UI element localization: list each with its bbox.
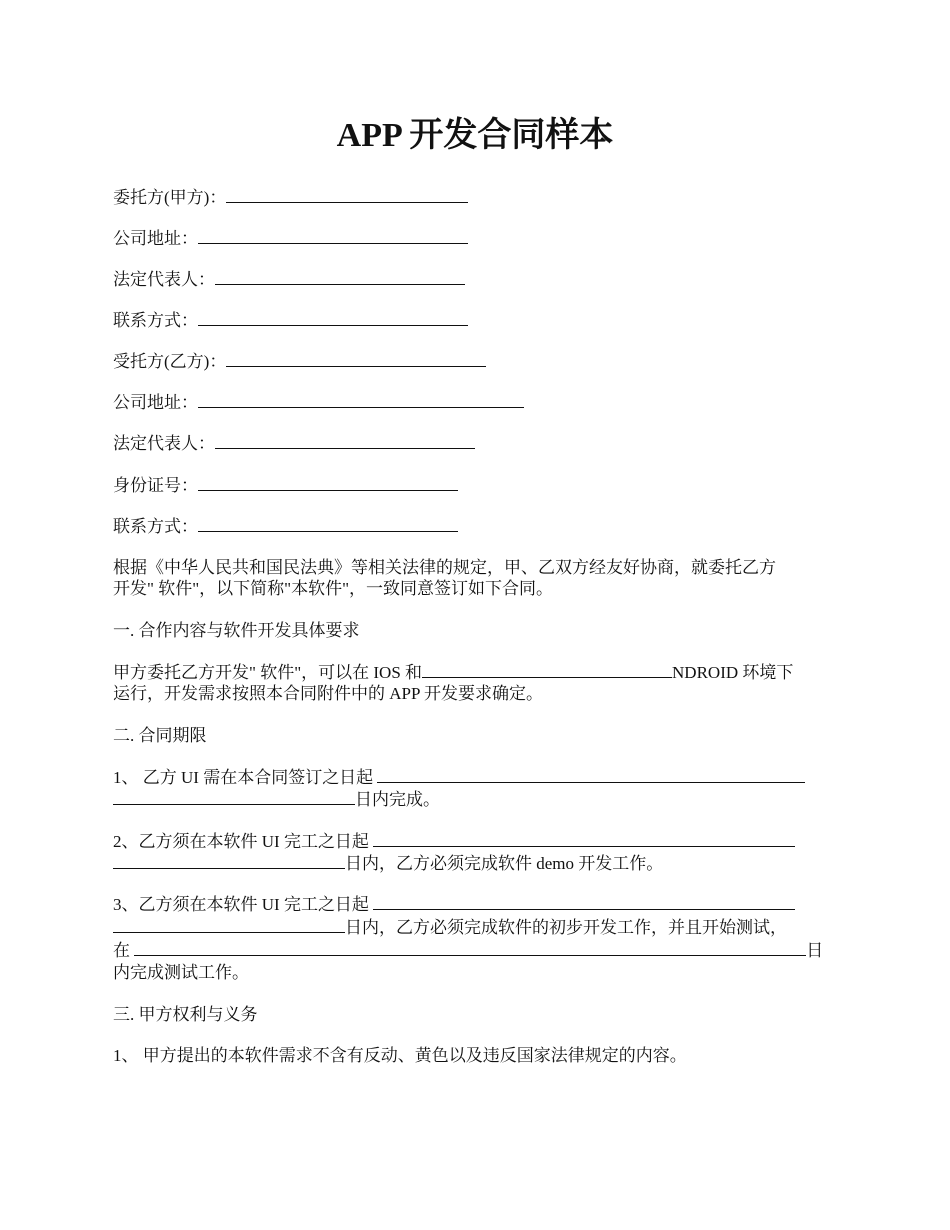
section-3-heading: 三. 甲方权利与义务 xyxy=(113,1005,258,1024)
term-item-2-blank-b[interactable] xyxy=(113,851,345,869)
term-item-1-blank-b[interactable] xyxy=(113,787,355,805)
term-item-3-blank-c[interactable] xyxy=(134,938,806,956)
client-address-blank[interactable] xyxy=(198,226,468,244)
term-item-3-text: 3、乙方须在本软件 UI 完工之日起 xyxy=(113,895,369,914)
contractor-rep-label: 法定代表人： xyxy=(113,434,215,453)
term-item-2-line-1 xyxy=(113,829,838,853)
client-contact-row xyxy=(113,308,838,332)
intro-line-1: 根据《中华人民共和国民法典》等相关法律的规定，甲、乙双方经友好协商，就委托乙方 xyxy=(113,558,776,577)
client-party-blank[interactable] xyxy=(226,185,468,203)
term-item-2-line-2 xyxy=(113,851,838,875)
contractor-party-label: 受托方(乙方)： xyxy=(113,352,227,371)
contractor-rep-blank[interactable] xyxy=(215,431,475,449)
platform-blank[interactable] xyxy=(422,660,672,678)
contractor-contact-row xyxy=(113,514,838,538)
client-party-label: 委托方(甲方)： xyxy=(113,188,227,207)
contractor-address-label: 公司地址： xyxy=(113,393,198,412)
section-1-text-b: NDROID 环境下 xyxy=(672,663,794,682)
term-item-2-blank-a[interactable] xyxy=(373,829,795,847)
term-item-1-blank-a[interactable] xyxy=(377,765,805,783)
client-contact-blank[interactable] xyxy=(198,308,468,326)
duty-item-1: 1、 甲方提出的本软件需求不含有反动、黄色以及违反国家法律规定的内容。 xyxy=(113,1046,687,1065)
section-1-heading: 一. 合作内容与软件开发具体要求 xyxy=(113,621,360,640)
client-rep-blank[interactable] xyxy=(215,267,465,285)
term-item-1-tail: 日内完成。 xyxy=(355,790,440,809)
document-title: APP 开发合同样本 xyxy=(336,117,614,154)
section-1-line-1 xyxy=(113,660,838,684)
client-rep-label: 法定代表人： xyxy=(113,270,215,289)
term-item-1-line-1 xyxy=(113,765,838,789)
term-item-3-blank-b[interactable] xyxy=(113,915,345,933)
contractor-party-blank[interactable] xyxy=(226,349,486,367)
term-item-3-tail: 日内，乙方必须完成软件的初步开发工作，并且开始测试， xyxy=(345,918,787,937)
term-item-1-text: 1、 乙方 UI 需在本合同签订之日起 xyxy=(113,768,374,787)
contractor-address-blank[interactable] xyxy=(198,390,524,408)
term-item-1-line-2 xyxy=(113,787,838,811)
contractor-id-row xyxy=(113,473,838,497)
contractor-rep-row xyxy=(113,431,838,455)
contractor-id-label: 身份证号： xyxy=(113,476,198,495)
section-2-heading: 二. 合同期限 xyxy=(113,726,207,745)
contractor-address-row xyxy=(113,390,838,414)
contractor-contact-label: 联系方式： xyxy=(113,517,198,536)
section-1-text-a: 甲方委托乙方开发" 软件"，可以在 IOS 和 xyxy=(113,663,423,682)
client-party-row xyxy=(113,185,838,209)
client-rep-row xyxy=(113,267,838,291)
client-address-row xyxy=(113,226,838,250)
term-item-3-blank-a[interactable] xyxy=(373,892,795,910)
contractor-id-blank[interactable] xyxy=(198,473,458,491)
term-item-2-text: 2、乙方须在本软件 UI 完工之日起 xyxy=(113,832,369,851)
term-item-3-line-1 xyxy=(113,892,838,916)
term-item-3-line-4: 内完成测试工作。 xyxy=(113,963,249,982)
client-address-label: 公司地址： xyxy=(113,229,198,248)
term-item-2-tail: 日内，乙方必须完成软件 demo 开发工作。 xyxy=(345,854,664,873)
term-item-3-line-2 xyxy=(113,915,838,939)
contractor-contact-blank[interactable] xyxy=(198,514,458,532)
term-item-3-in: 在 xyxy=(113,941,130,960)
contractor-party-row xyxy=(113,349,838,373)
intro-line-2: 开发" 软件"，以下简称"本软件"，一致同意签订如下合同。 xyxy=(113,579,554,598)
client-contact-label: 联系方式： xyxy=(113,311,198,330)
term-item-3-day: 日 xyxy=(806,941,824,960)
term-item-3-line-3 xyxy=(113,938,838,962)
section-1-line-2: 运行，开发需求按照本合同附件中的 APP 开发要求确定。 xyxy=(113,684,544,703)
